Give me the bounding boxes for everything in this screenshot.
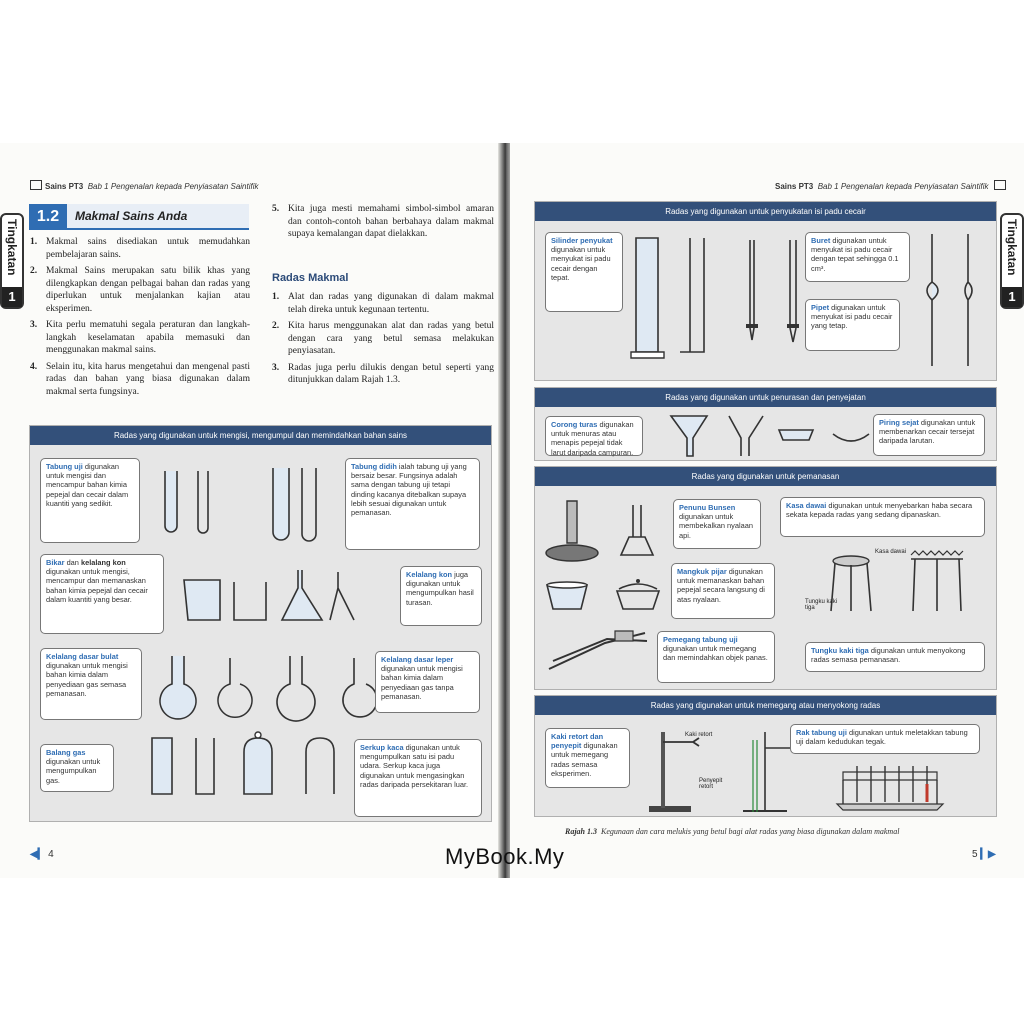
test-tube-holder-drawing	[545, 629, 655, 674]
radas-makmal-heading: Radas Makmal	[272, 272, 349, 284]
page-number-left: ◀▎ 4	[30, 849, 54, 860]
radas-items	[272, 291, 494, 391]
gas-jar-bell-jar-drawings	[148, 726, 348, 806]
left-page	[0, 143, 505, 878]
panel-title: Radas yang digunakan untuk penurasan dan penyejatan	[535, 388, 996, 407]
list-item: 2. Makmal Sains merupakan satu bilik khas yang dilengkapkan dengan pelbagai bahan dan radas yang diperlukan untuk menjalankan kajian atau eksperimen.	[30, 266, 250, 314]
section-number: 1.2	[29, 204, 67, 230]
beaker-flask-drawings	[180, 568, 355, 628]
test-tube-rack-drawing	[835, 764, 945, 812]
callout-penunu-bunsen: Penunu Bunsen digunakan untuk membekalkan nyalaan api.	[673, 499, 761, 549]
watermark: MyBook.My	[445, 844, 565, 869]
callout-bikar: Bikar dan kelalang kon digunakan untuk mengisi, mencampur dan memanaskan bahan kimia pepejal dan cecair dalam kuantiti yang besar.	[40, 554, 164, 634]
list-item: 3. Radas juga perlu dilukis dengan betul seperti yang ditunjukkan dalam Rajah 1.3.	[272, 362, 494, 385]
label-kaki-retort: Kaki retort	[685, 732, 713, 738]
right-page	[510, 143, 1024, 878]
section-items-col1	[30, 236, 250, 402]
retort-stand-drawings	[645, 726, 805, 814]
callout-kasa-dawai: Kasa dawai digunakan untuk menyebarkan haba secara sekata kepada radas yang sedang dipanaskan.	[780, 497, 985, 537]
panel-title: Radas yang digunakan untuk memegang atau menyokong radas	[535, 696, 996, 715]
panel-penyukatan	[534, 201, 997, 381]
section-heading	[29, 204, 249, 230]
callout-piring-sejat: Piring sejat digunakan untuk membenarkan cecair tersejat daripada larutan.	[873, 414, 985, 456]
callout-rak-tabung-uji: Rak tabung uji digunakan untuk meletakkan tabung uji dalam kedudukan tegak.	[790, 724, 980, 754]
cylinder-buret-drawings	[630, 230, 810, 370]
crucible-drawings	[543, 575, 673, 615]
list-item: 5. Kita juga mesti memahami simbol-simbol amaran dan contoh-contoh bahan berbahaya dalam makmal supaya kemalangan dapat dielakkan.	[272, 204, 494, 239]
page-number-right: 5 ▎▶	[972, 849, 996, 860]
pipette-drawings	[920, 230, 992, 370]
list-item: 4. Selain itu, kita harus mengetahui dan mengenal pasti radas dan bahan yang biasa digunakan dalam makmal serta fungsinya.	[30, 361, 250, 397]
list-item: 1. Makmal sains disediakan untuk memudahkan pembelajaran sains.	[30, 237, 250, 260]
callout-tabung-didih: Tabung didih ialah tabung uji yang bersaiz besar. Fungsinya adalah sama dengan tabung uji tetapi dinding kacanya ditebalkan supaya lebih sesuai digunakan untuk pemanasan.	[345, 458, 480, 550]
boiling-tube-drawings	[268, 466, 328, 546]
round-flat-flask-drawings	[158, 654, 378, 724]
figure-caption: Rajah 1.3 Kegunaan dan cara melukis yang betul bagi alat radas yang biasa digunakan dalam makmal	[565, 827, 900, 836]
panel-title: Radas yang digunakan untuk penyukatan isi padu cecair	[535, 202, 996, 221]
callout-pipet: Pipet digunakan untuk menyukat isi padu cecair yang tetap.	[805, 299, 900, 351]
callout-kelalang-dasar-leper: Kelalang dasar leper digunakan untuk mengisi bahan kimia dalam penyediaan gas tanpa pemanasan.	[375, 651, 480, 713]
callout-buret: Buret digunakan untuk menyukat isi padu cecair dengan tepat sehingga 0.1 cm³.	[805, 232, 910, 282]
list-item: 1. Alat dan radas yang digunakan di dalam makmal telah direka untuk kegunaan tertentu.	[272, 292, 494, 315]
panel-pemanasan	[534, 466, 997, 690]
panel-penurasan	[534, 387, 997, 461]
book-spread	[0, 143, 1024, 878]
label-penyepit-retort: Penyepit retort	[699, 778, 723, 790]
side-tab-right: Tingkatan 1	[1000, 213, 1024, 309]
test-tube-drawings	[160, 466, 230, 541]
running-head-left: Sains PT3 Bab 1 Pengenalan kepada Penyiasatan Saintifik	[30, 180, 259, 191]
book-icon	[994, 180, 1006, 190]
callout-kelalang-dasar-bulat: Kelalang dasar bulat digunakan untuk mengisi bahan kimia dalam penyediaan gas semasa pemanasan.	[40, 648, 142, 720]
callout-mangkuk-pijar: Mangkuk pijar digunakan untuk memanaskan bahan pepejal secara langsung di atas nyalaan.	[671, 563, 775, 619]
callout-tungku-kaki-tiga: Tungku kaki tiga digunakan untuk menyokong radas semasa pemanasan.	[805, 642, 985, 672]
callout-pemegang-tabung-uji: Pemegang tabung uji digunakan untuk memegang dan memindahkan objek panas.	[657, 631, 775, 683]
callout-corong-turas: Corong turas digunakan untuk menuras atau menapis pepejal tidak larut daripada campuran.	[545, 416, 643, 456]
label-tungku-kaki-tiga: Tungku kaki tiga	[805, 599, 838, 611]
panel-title: Radas yang digunakan untuk pemanasan	[535, 467, 996, 486]
panel-title: Radas yang digunakan untuk mengisi, mengumpul dan memindahkan bahan sains	[30, 426, 491, 445]
side-tab-left: Tingkatan 1	[0, 213, 24, 309]
section-items-col2	[272, 203, 494, 245]
callout-tabung-uji: Tabung uji digunakan untuk mengisi dan mencampur bahan kimia pepejal dan cecair dalam kuantiti yang sedikit.	[40, 458, 140, 543]
panel-mengisi	[29, 425, 492, 822]
callout-kelalang-kon: Kelalang kon juga digunakan untuk mengumpulkan hasil turasan.	[400, 566, 482, 626]
list-item: 3. Kita perlu mematuhi segala peraturan dan langkah-langkah keselamatan apabila memasuki dan menggunakan makmal sains.	[30, 320, 250, 355]
callout-balang-gas: Balang gas digunakan untuk mengumpulkan gas.	[40, 744, 114, 792]
running-head-right: Sains PT3 Bab 1 Pengenalan kepada Penyiasatan Saintifik	[775, 180, 1006, 191]
list-item: 2. Kita harus menggunakan alat dan radas yang betul dengan cara yang betul semasa melakukan penyiasatan.	[272, 321, 494, 356]
callout-serkup-kaca: Serkup kaca digunakan untuk mengumpulkan satu isi padu udara. Serkup kaca juga digunakan untuk mengasingkan radas daripada persekitaran luar.	[354, 739, 482, 817]
bunsen-burner-drawings	[543, 497, 663, 567]
label-kasa-dawai: Kasa dawai	[875, 549, 907, 555]
panel-memegang	[534, 695, 997, 817]
funnel-dish-drawings	[665, 412, 875, 458]
book-icon	[30, 180, 42, 190]
callout-silinder-penyukat: Silinder penyukat digunakan untuk menyukat isi padu cecair dengan tepat.	[545, 232, 623, 312]
callout-kaki-retort: Kaki retort dan penyepit digunakan untuk memegang radas semasa eksperimen.	[545, 728, 630, 788]
section-title: Makmal Sains Anda	[75, 209, 188, 223]
